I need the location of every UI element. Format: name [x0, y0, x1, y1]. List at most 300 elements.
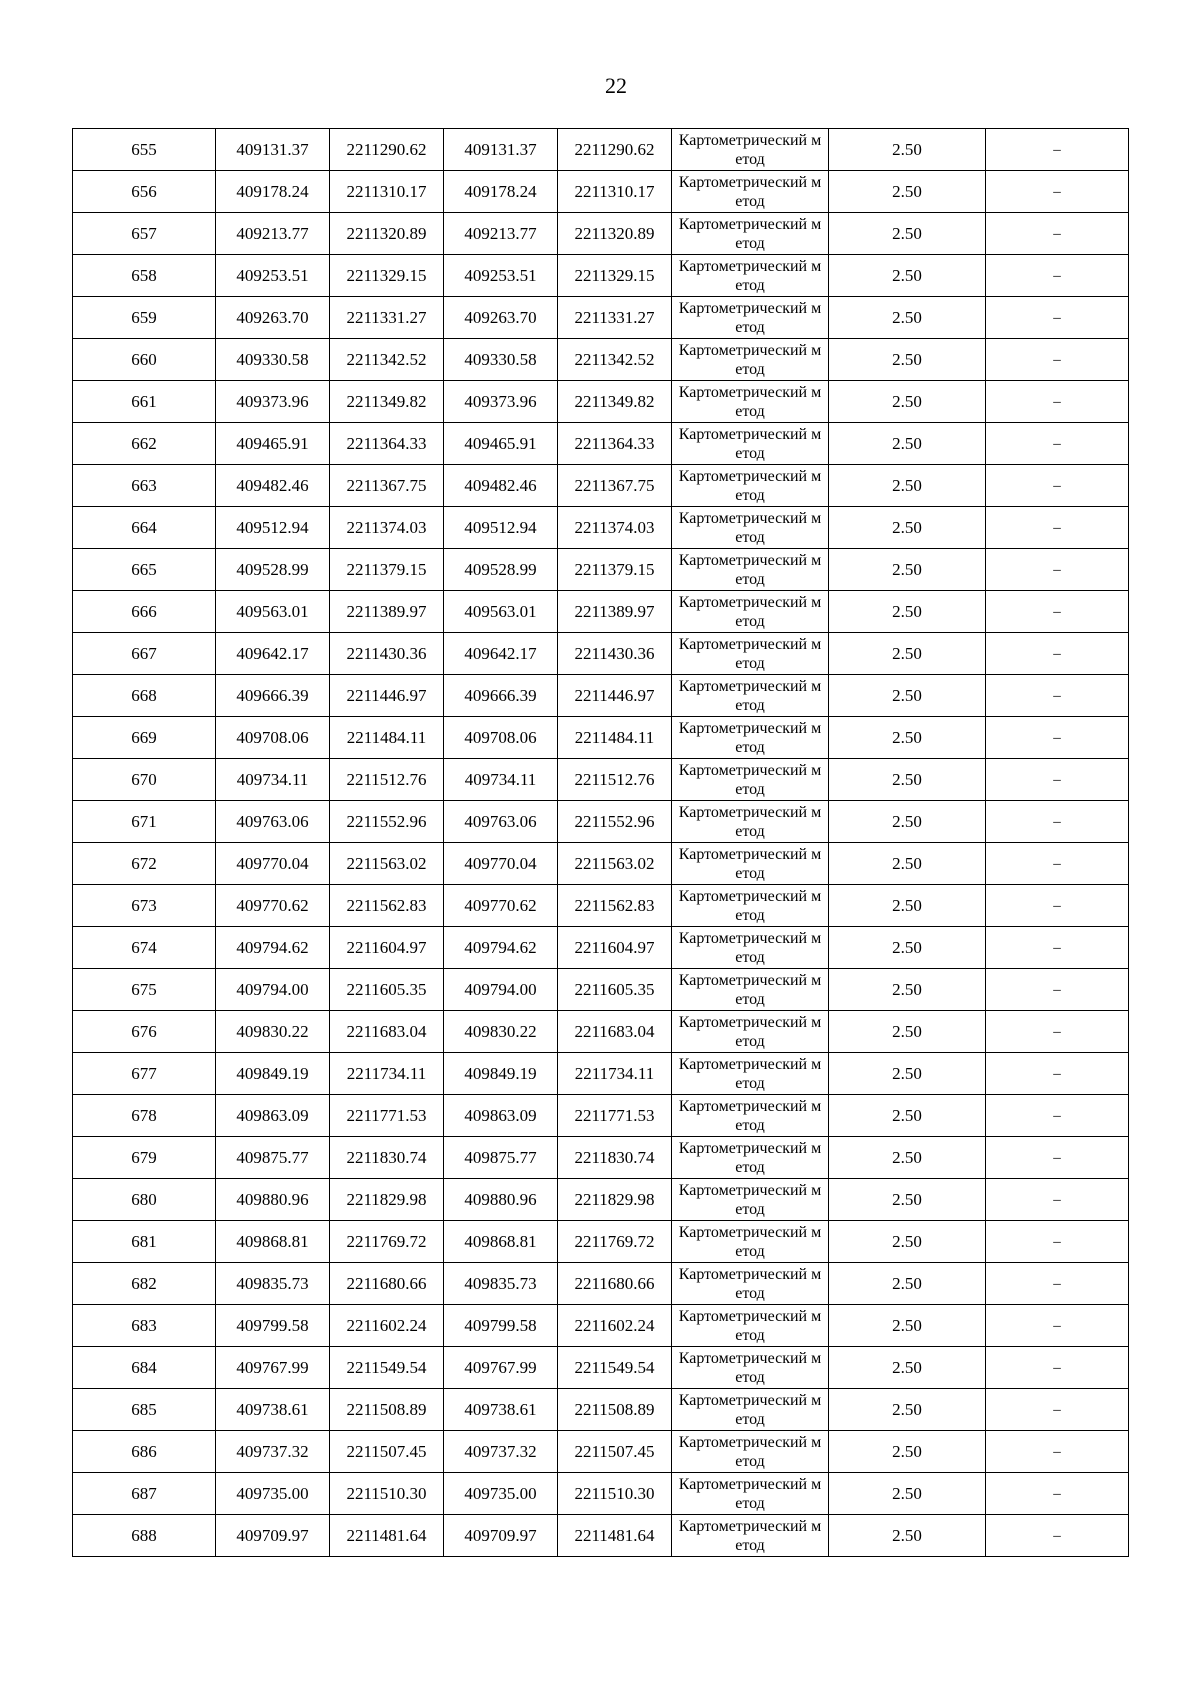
point-number-cell: 658	[73, 255, 216, 297]
y-coordinate-cell: 2211508.89	[330, 1389, 444, 1431]
x-coordinate-cell: 409253.51	[444, 255, 558, 297]
x-coordinate-cell: 409666.39	[444, 675, 558, 717]
method-cell: Картометрический метод	[672, 549, 829, 591]
note-cell: –	[986, 633, 1129, 675]
y-coordinate-cell: 2211549.54	[558, 1347, 672, 1389]
point-number-cell: 668	[73, 675, 216, 717]
y-coordinate-cell: 2211830.74	[330, 1137, 444, 1179]
accuracy-cell: 2.50	[829, 1305, 986, 1347]
point-number-cell: 671	[73, 801, 216, 843]
table-row	[73, 1179, 1129, 1221]
y-coordinate-cell: 2211510.30	[330, 1473, 444, 1515]
method-cell: Картометрический метод	[672, 927, 829, 969]
x-coordinate-cell: 409512.94	[216, 507, 330, 549]
table-row	[73, 1473, 1129, 1515]
x-coordinate-cell: 409330.58	[216, 339, 330, 381]
x-coordinate-cell: 409863.09	[216, 1095, 330, 1137]
x-coordinate-cell: 409830.22	[216, 1011, 330, 1053]
y-coordinate-cell: 2211562.83	[330, 885, 444, 927]
table-body	[73, 129, 1129, 1557]
accuracy-cell: 2.50	[829, 591, 986, 633]
table-row	[73, 1263, 1129, 1305]
x-coordinate-cell: 409868.81	[216, 1221, 330, 1263]
x-coordinate-cell: 409735.00	[216, 1473, 330, 1515]
x-coordinate-cell: 409799.58	[444, 1305, 558, 1347]
point-number-cell: 681	[73, 1221, 216, 1263]
y-coordinate-cell: 2211331.27	[330, 297, 444, 339]
x-coordinate-cell: 409738.61	[444, 1389, 558, 1431]
method-cell: Картометрический метод	[672, 1137, 829, 1179]
accuracy-cell: 2.50	[829, 339, 986, 381]
method-cell: Картометрический метод	[672, 969, 829, 1011]
y-coordinate-cell: 2211364.33	[330, 423, 444, 465]
y-coordinate-cell: 2211430.36	[330, 633, 444, 675]
note-cell: –	[986, 885, 1129, 927]
x-coordinate-cell: 409708.06	[444, 717, 558, 759]
method-cell: Картометрический метод	[672, 675, 829, 717]
point-number-cell: 663	[73, 465, 216, 507]
point-number-cell: 688	[73, 1515, 216, 1557]
point-number-cell: 666	[73, 591, 216, 633]
x-coordinate-cell: 409880.96	[444, 1179, 558, 1221]
point-number-cell: 680	[73, 1179, 216, 1221]
y-coordinate-cell: 2211771.53	[558, 1095, 672, 1137]
method-cell: Картометрический метод	[672, 465, 829, 507]
y-coordinate-cell: 2211320.89	[558, 213, 672, 255]
point-number-cell: 677	[73, 1053, 216, 1095]
method-cell: Картометрический метод	[672, 717, 829, 759]
y-coordinate-cell: 2211290.62	[558, 129, 672, 171]
accuracy-cell: 2.50	[829, 1011, 986, 1053]
table-row	[73, 1011, 1129, 1053]
accuracy-cell: 2.50	[829, 1179, 986, 1221]
point-number-cell: 684	[73, 1347, 216, 1389]
x-coordinate-cell: 409849.19	[216, 1053, 330, 1095]
x-coordinate-cell: 409770.04	[216, 843, 330, 885]
x-coordinate-cell: 409263.70	[216, 297, 330, 339]
x-coordinate-cell: 409330.58	[444, 339, 558, 381]
y-coordinate-cell: 2211602.24	[558, 1305, 672, 1347]
accuracy-cell: 2.50	[829, 885, 986, 927]
method-cell: Картометрический метод	[672, 1473, 829, 1515]
y-coordinate-cell: 2211508.89	[558, 1389, 672, 1431]
method-cell: Картометрический метод	[672, 1515, 829, 1557]
y-coordinate-cell: 2211379.15	[558, 549, 672, 591]
accuracy-cell: 2.50	[829, 1431, 986, 1473]
y-coordinate-cell: 2211549.54	[330, 1347, 444, 1389]
table-row	[73, 507, 1129, 549]
x-coordinate-cell: 409213.77	[216, 213, 330, 255]
method-cell: Картометрический метод	[672, 1053, 829, 1095]
note-cell: –	[986, 423, 1129, 465]
y-coordinate-cell: 2211734.11	[558, 1053, 672, 1095]
y-coordinate-cell: 2211367.75	[558, 465, 672, 507]
accuracy-cell: 2.50	[829, 423, 986, 465]
x-coordinate-cell: 409770.04	[444, 843, 558, 885]
y-coordinate-cell: 2211680.66	[558, 1263, 672, 1305]
y-coordinate-cell: 2211683.04	[330, 1011, 444, 1053]
y-coordinate-cell: 2211379.15	[330, 549, 444, 591]
note-cell: –	[986, 1389, 1129, 1431]
y-coordinate-cell: 2211605.35	[330, 969, 444, 1011]
x-coordinate-cell: 409563.01	[216, 591, 330, 633]
x-coordinate-cell: 409835.73	[216, 1263, 330, 1305]
y-coordinate-cell: 2211374.03	[558, 507, 672, 549]
point-number-cell: 665	[73, 549, 216, 591]
x-coordinate-cell: 409830.22	[444, 1011, 558, 1053]
point-number-cell: 670	[73, 759, 216, 801]
point-number-cell: 672	[73, 843, 216, 885]
method-cell: Картометрический метод	[672, 507, 829, 549]
x-coordinate-cell: 409734.11	[216, 759, 330, 801]
x-coordinate-cell: 409737.32	[216, 1431, 330, 1473]
x-coordinate-cell: 409263.70	[444, 297, 558, 339]
method-cell: Картометрический метод	[672, 381, 829, 423]
note-cell: –	[986, 801, 1129, 843]
table-row	[73, 339, 1129, 381]
x-coordinate-cell: 409763.06	[216, 801, 330, 843]
x-coordinate-cell: 409131.37	[444, 129, 558, 171]
x-coordinate-cell: 409875.77	[216, 1137, 330, 1179]
x-coordinate-cell: 409770.62	[444, 885, 558, 927]
x-coordinate-cell: 409737.32	[444, 1431, 558, 1473]
table-row	[73, 717, 1129, 759]
accuracy-cell: 2.50	[829, 1347, 986, 1389]
table-row	[73, 1431, 1129, 1473]
accuracy-cell: 2.50	[829, 1221, 986, 1263]
x-coordinate-cell: 409373.96	[216, 381, 330, 423]
note-cell: –	[986, 1221, 1129, 1263]
x-coordinate-cell: 409794.00	[216, 969, 330, 1011]
method-cell: Картометрический метод	[672, 297, 829, 339]
y-coordinate-cell: 2211342.52	[330, 339, 444, 381]
y-coordinate-cell: 2211389.97	[330, 591, 444, 633]
y-coordinate-cell: 2211290.62	[330, 129, 444, 171]
table-row	[73, 213, 1129, 255]
point-number-cell: 679	[73, 1137, 216, 1179]
y-coordinate-cell: 2211680.66	[330, 1263, 444, 1305]
x-coordinate-cell: 409465.91	[444, 423, 558, 465]
method-cell: Картометрический метод	[672, 633, 829, 675]
y-coordinate-cell: 2211562.83	[558, 885, 672, 927]
method-cell: Картометрический метод	[672, 759, 829, 801]
table-row	[73, 171, 1129, 213]
x-coordinate-cell: 409642.17	[216, 633, 330, 675]
x-coordinate-cell: 409253.51	[216, 255, 330, 297]
page-number: 22	[605, 73, 627, 98]
note-cell: –	[986, 759, 1129, 801]
y-coordinate-cell: 2211507.45	[558, 1431, 672, 1473]
accuracy-cell: 2.50	[829, 129, 986, 171]
y-coordinate-cell: 2211829.98	[330, 1179, 444, 1221]
y-coordinate-cell: 2211512.76	[558, 759, 672, 801]
y-coordinate-cell: 2211683.04	[558, 1011, 672, 1053]
point-number-cell: 655	[73, 129, 216, 171]
y-coordinate-cell: 2211563.02	[330, 843, 444, 885]
y-coordinate-cell: 2211510.30	[558, 1473, 672, 1515]
x-coordinate-cell: 409794.62	[444, 927, 558, 969]
x-coordinate-cell: 409799.58	[216, 1305, 330, 1347]
x-coordinate-cell: 409708.06	[216, 717, 330, 759]
note-cell: –	[986, 297, 1129, 339]
note-cell: –	[986, 1263, 1129, 1305]
method-cell: Картометрический метод	[672, 1011, 829, 1053]
note-cell: –	[986, 1095, 1129, 1137]
y-coordinate-cell: 2211349.82	[558, 381, 672, 423]
method-cell: Картометрический метод	[672, 213, 829, 255]
y-coordinate-cell: 2211329.15	[558, 255, 672, 297]
y-coordinate-cell: 2211310.17	[558, 171, 672, 213]
table-row	[73, 129, 1129, 171]
x-coordinate-cell: 409880.96	[216, 1179, 330, 1221]
y-coordinate-cell: 2211563.02	[558, 843, 672, 885]
accuracy-cell: 2.50	[829, 1053, 986, 1095]
note-cell: –	[986, 507, 1129, 549]
y-coordinate-cell: 2211329.15	[330, 255, 444, 297]
accuracy-cell: 2.50	[829, 255, 986, 297]
y-coordinate-cell: 2211481.64	[330, 1515, 444, 1557]
point-number-cell: 683	[73, 1305, 216, 1347]
table-row	[73, 759, 1129, 801]
x-coordinate-cell: 409666.39	[216, 675, 330, 717]
table-row	[73, 969, 1129, 1011]
table-row	[73, 423, 1129, 465]
y-coordinate-cell: 2211512.76	[330, 759, 444, 801]
method-cell: Картометрический метод	[672, 885, 829, 927]
accuracy-cell: 2.50	[829, 633, 986, 675]
x-coordinate-cell: 409835.73	[444, 1263, 558, 1305]
note-cell: –	[986, 339, 1129, 381]
note-cell: –	[986, 927, 1129, 969]
x-coordinate-cell: 409482.46	[444, 465, 558, 507]
note-cell: –	[986, 549, 1129, 591]
accuracy-cell: 2.50	[829, 969, 986, 1011]
accuracy-cell: 2.50	[829, 1137, 986, 1179]
x-coordinate-cell: 409642.17	[444, 633, 558, 675]
method-cell: Картометрический метод	[672, 1095, 829, 1137]
y-coordinate-cell: 2211604.97	[558, 927, 672, 969]
x-coordinate-cell: 409794.62	[216, 927, 330, 969]
table-row	[73, 1221, 1129, 1263]
method-cell: Картометрический метод	[672, 255, 829, 297]
x-coordinate-cell: 409849.19	[444, 1053, 558, 1095]
method-cell: Картометрический метод	[672, 171, 829, 213]
table-row	[73, 927, 1129, 969]
y-coordinate-cell: 2211446.97	[330, 675, 444, 717]
table-row	[73, 591, 1129, 633]
point-number-cell: 667	[73, 633, 216, 675]
y-coordinate-cell: 2211484.11	[558, 717, 672, 759]
y-coordinate-cell: 2211320.89	[330, 213, 444, 255]
method-cell: Картометрический метод	[672, 1305, 829, 1347]
x-coordinate-cell: 409875.77	[444, 1137, 558, 1179]
accuracy-cell: 2.50	[829, 381, 986, 423]
note-cell: –	[986, 1347, 1129, 1389]
method-cell: Картометрический метод	[672, 1263, 829, 1305]
accuracy-cell: 2.50	[829, 1473, 986, 1515]
x-coordinate-cell: 409528.99	[216, 549, 330, 591]
method-cell: Картометрический метод	[672, 843, 829, 885]
note-cell: –	[986, 675, 1129, 717]
table-row	[73, 843, 1129, 885]
y-coordinate-cell: 2211331.27	[558, 297, 672, 339]
accuracy-cell: 2.50	[829, 171, 986, 213]
note-cell: –	[986, 717, 1129, 759]
y-coordinate-cell: 2211734.11	[330, 1053, 444, 1095]
table-row	[73, 1053, 1129, 1095]
point-number-cell: 662	[73, 423, 216, 465]
y-coordinate-cell: 2211769.72	[330, 1221, 444, 1263]
table-row	[73, 255, 1129, 297]
x-coordinate-cell: 409763.06	[444, 801, 558, 843]
table-row	[73, 1305, 1129, 1347]
point-number-cell: 661	[73, 381, 216, 423]
y-coordinate-cell: 2211552.96	[330, 801, 444, 843]
table-row	[73, 549, 1129, 591]
point-number-cell: 664	[73, 507, 216, 549]
note-cell: –	[986, 1179, 1129, 1221]
x-coordinate-cell: 409373.96	[444, 381, 558, 423]
method-cell: Картометрический метод	[672, 1431, 829, 1473]
y-coordinate-cell: 2211552.96	[558, 801, 672, 843]
accuracy-cell: 2.50	[829, 717, 986, 759]
note-cell: –	[986, 255, 1129, 297]
note-cell: –	[986, 381, 1129, 423]
y-coordinate-cell: 2211349.82	[330, 381, 444, 423]
accuracy-cell: 2.50	[829, 1263, 986, 1305]
method-cell: Картометрический метод	[672, 591, 829, 633]
method-cell: Картометрический метод	[672, 1179, 829, 1221]
note-cell: –	[986, 1473, 1129, 1515]
table-row	[73, 381, 1129, 423]
x-coordinate-cell: 409794.00	[444, 969, 558, 1011]
note-cell: –	[986, 171, 1129, 213]
x-coordinate-cell: 409734.11	[444, 759, 558, 801]
method-cell: Картометрический метод	[672, 801, 829, 843]
y-coordinate-cell: 2211374.03	[330, 507, 444, 549]
note-cell: –	[986, 969, 1129, 1011]
x-coordinate-cell: 409465.91	[216, 423, 330, 465]
note-cell: –	[986, 129, 1129, 171]
point-number-cell: 676	[73, 1011, 216, 1053]
table-row	[73, 465, 1129, 507]
accuracy-cell: 2.50	[829, 1515, 986, 1557]
note-cell: –	[986, 213, 1129, 255]
method-cell: Картометрический метод	[672, 423, 829, 465]
note-cell: –	[986, 465, 1129, 507]
point-number-cell: 682	[73, 1263, 216, 1305]
y-coordinate-cell: 2211605.35	[558, 969, 672, 1011]
table-row	[73, 675, 1129, 717]
y-coordinate-cell: 2211446.97	[558, 675, 672, 717]
point-number-cell: 673	[73, 885, 216, 927]
accuracy-cell: 2.50	[829, 759, 986, 801]
note-cell: –	[986, 1011, 1129, 1053]
table-row	[73, 1389, 1129, 1431]
table-row	[73, 1137, 1129, 1179]
point-number-cell: 674	[73, 927, 216, 969]
point-number-cell: 656	[73, 171, 216, 213]
y-coordinate-cell: 2211602.24	[330, 1305, 444, 1347]
note-cell: –	[986, 1515, 1129, 1557]
table-row	[73, 1515, 1129, 1557]
note-cell: –	[986, 1137, 1129, 1179]
accuracy-cell: 2.50	[829, 507, 986, 549]
table-row	[73, 297, 1129, 339]
note-cell: –	[986, 1431, 1129, 1473]
point-number-cell: 686	[73, 1431, 216, 1473]
y-coordinate-cell: 2211430.36	[558, 633, 672, 675]
x-coordinate-cell: 409709.97	[444, 1515, 558, 1557]
x-coordinate-cell: 409770.62	[216, 885, 330, 927]
accuracy-cell: 2.50	[829, 465, 986, 507]
point-number-cell: 675	[73, 969, 216, 1011]
x-coordinate-cell: 409563.01	[444, 591, 558, 633]
point-number-cell: 685	[73, 1389, 216, 1431]
point-number-cell: 657	[73, 213, 216, 255]
table-row	[73, 885, 1129, 927]
x-coordinate-cell: 409863.09	[444, 1095, 558, 1137]
accuracy-cell: 2.50	[829, 1095, 986, 1137]
point-number-cell: 669	[73, 717, 216, 759]
accuracy-cell: 2.50	[829, 927, 986, 969]
y-coordinate-cell: 2211830.74	[558, 1137, 672, 1179]
y-coordinate-cell: 2211507.45	[330, 1431, 444, 1473]
accuracy-cell: 2.50	[829, 843, 986, 885]
point-number-cell: 678	[73, 1095, 216, 1137]
x-coordinate-cell: 409482.46	[216, 465, 330, 507]
x-coordinate-cell: 409709.97	[216, 1515, 330, 1557]
x-coordinate-cell: 409528.99	[444, 549, 558, 591]
accuracy-cell: 2.50	[829, 675, 986, 717]
method-cell: Картометрический метод	[672, 1347, 829, 1389]
y-coordinate-cell: 2211769.72	[558, 1221, 672, 1263]
y-coordinate-cell: 2211389.97	[558, 591, 672, 633]
y-coordinate-cell: 2211484.11	[330, 717, 444, 759]
coordinates-table	[72, 128, 1129, 1557]
table-row	[73, 1347, 1129, 1389]
method-cell: Картометрический метод	[672, 1221, 829, 1263]
note-cell: –	[986, 1053, 1129, 1095]
y-coordinate-cell: 2211310.17	[330, 171, 444, 213]
method-cell: Картометрический метод	[672, 339, 829, 381]
point-number-cell: 687	[73, 1473, 216, 1515]
point-number-cell: 660	[73, 339, 216, 381]
method-cell: Картометрический метод	[672, 1389, 829, 1431]
accuracy-cell: 2.50	[829, 801, 986, 843]
y-coordinate-cell: 2211342.52	[558, 339, 672, 381]
x-coordinate-cell: 409512.94	[444, 507, 558, 549]
y-coordinate-cell: 2211367.75	[330, 465, 444, 507]
table-row	[73, 801, 1129, 843]
y-coordinate-cell: 2211829.98	[558, 1179, 672, 1221]
y-coordinate-cell: 2211771.53	[330, 1095, 444, 1137]
x-coordinate-cell: 409178.24	[216, 171, 330, 213]
x-coordinate-cell: 409738.61	[216, 1389, 330, 1431]
x-coordinate-cell: 409868.81	[444, 1221, 558, 1263]
accuracy-cell: 2.50	[829, 213, 986, 255]
accuracy-cell: 2.50	[829, 297, 986, 339]
x-coordinate-cell: 409767.99	[444, 1347, 558, 1389]
y-coordinate-cell: 2211364.33	[558, 423, 672, 465]
y-coordinate-cell: 2211604.97	[330, 927, 444, 969]
table-row	[73, 1095, 1129, 1137]
method-cell: Картометрический метод	[672, 129, 829, 171]
x-coordinate-cell: 409213.77	[444, 213, 558, 255]
x-coordinate-cell: 409735.00	[444, 1473, 558, 1515]
accuracy-cell: 2.50	[829, 1389, 986, 1431]
table-row	[73, 633, 1129, 675]
